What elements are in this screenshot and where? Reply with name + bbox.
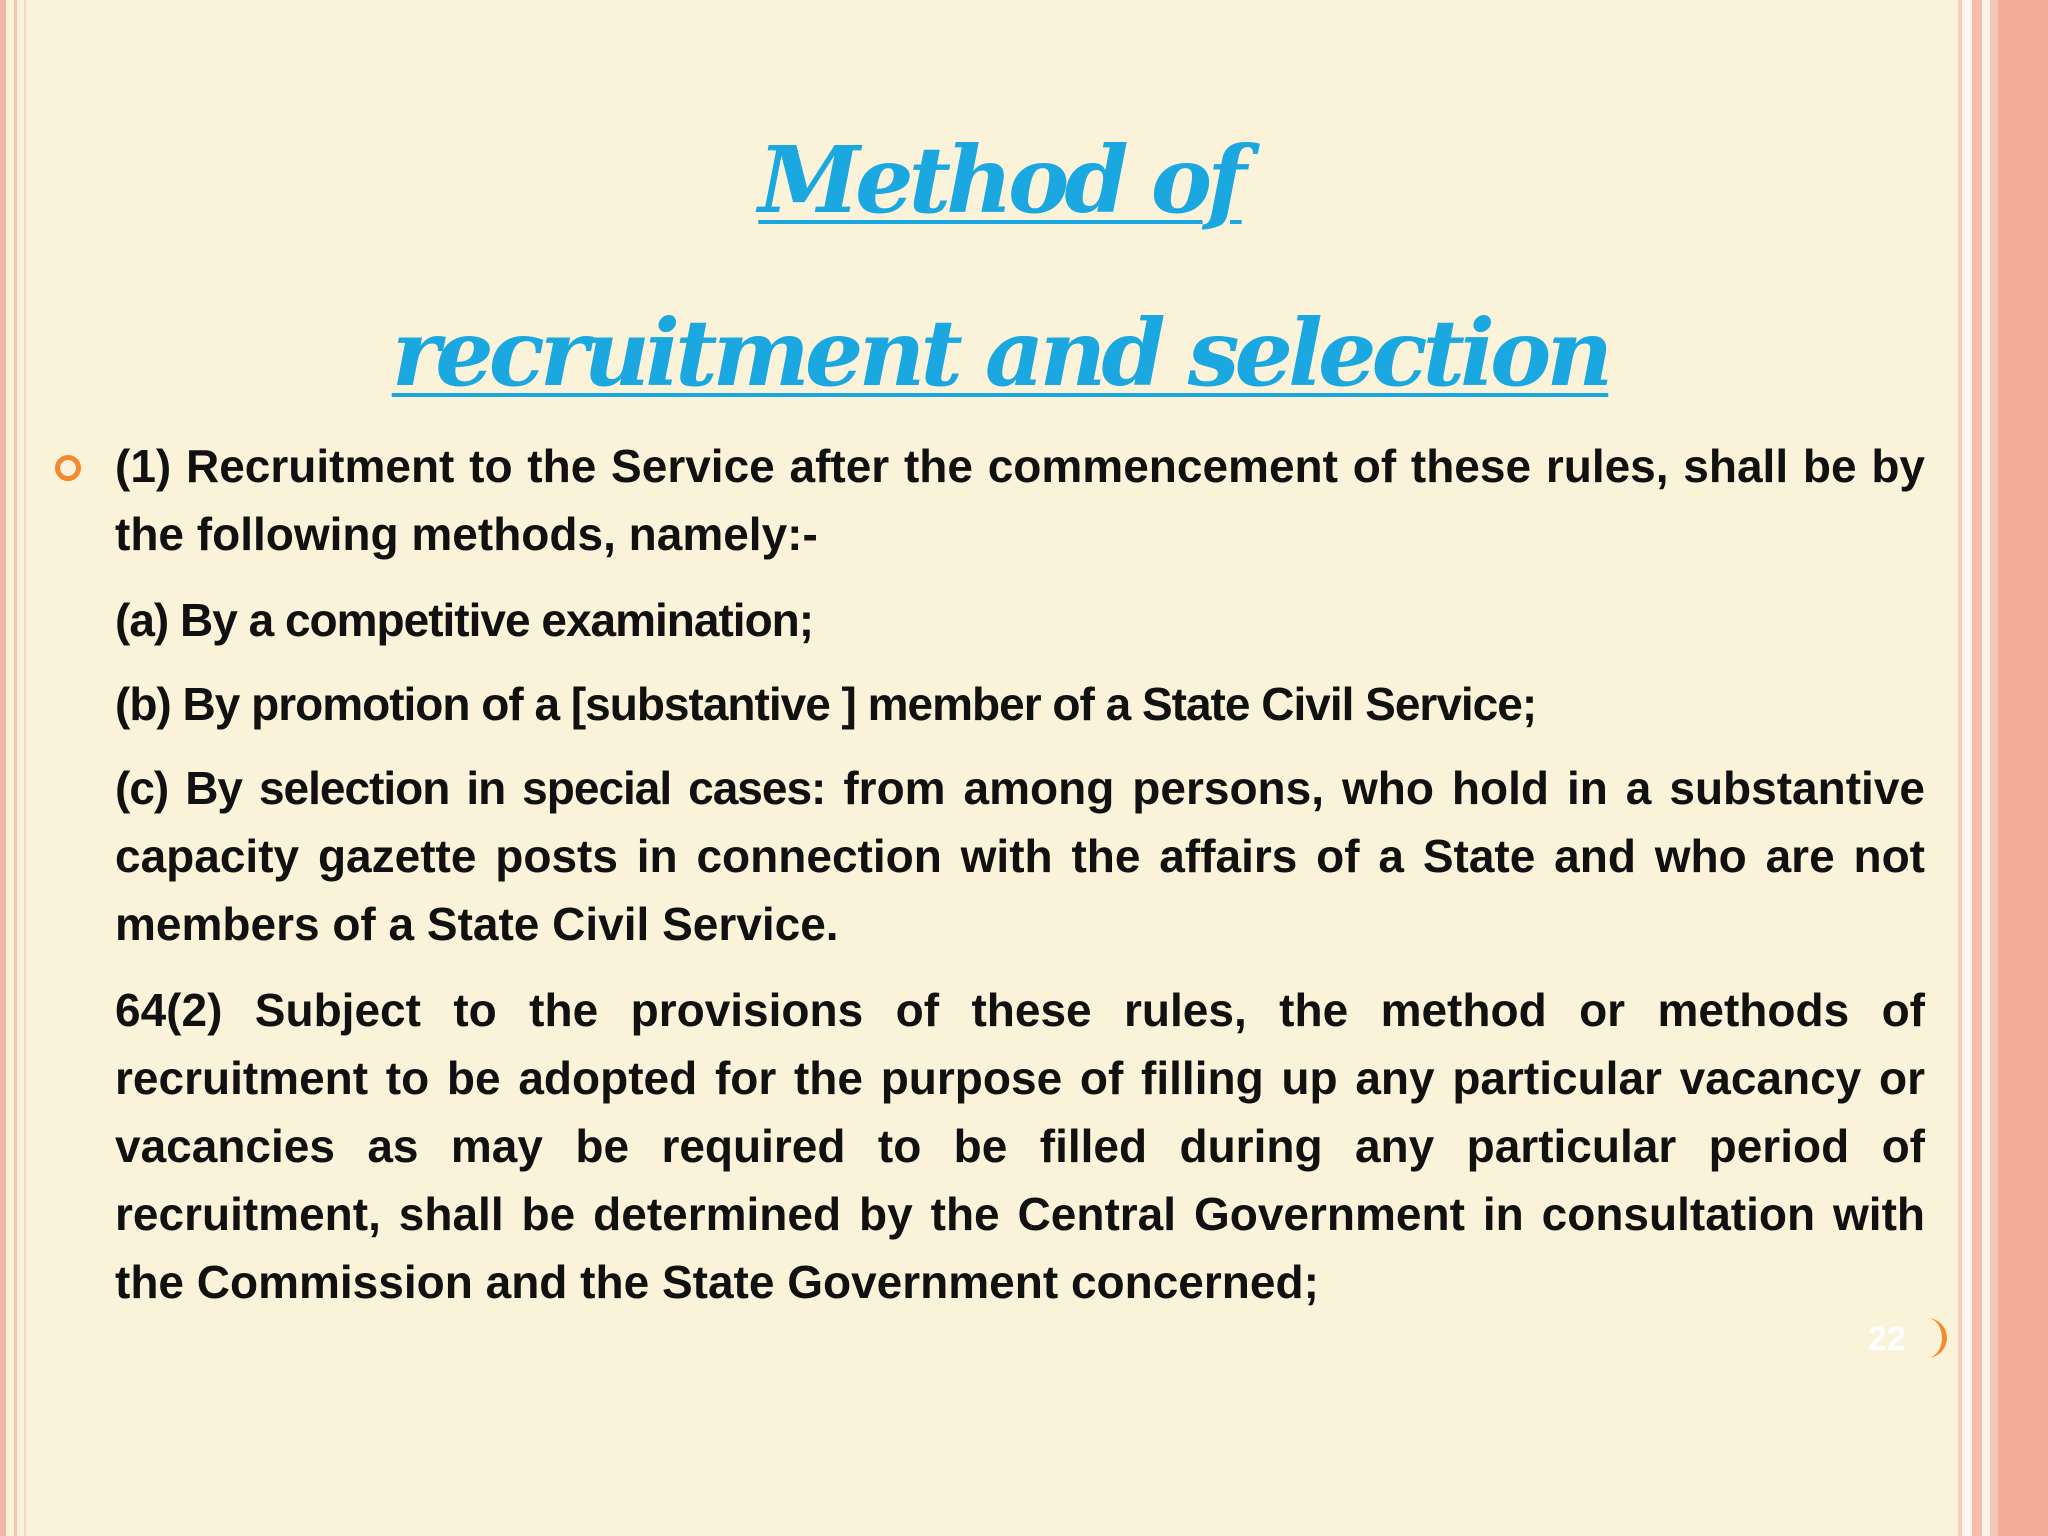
item-c-heading: (c) By selection in special cases:: [115, 762, 826, 814]
slide-title-line-1: Method of: [758, 126, 1242, 234]
paragraph-item-b: (b) By promotion of a [substantive ] member of a State Civil Service;: [115, 678, 1537, 730]
bullet-circle-icon: [55, 455, 81, 481]
page-number: 22: [1868, 1320, 1906, 1358]
paragraph-64-2: 64(2) Subject to the provisions of these rules, the method or methods of recruitment to be adopted for the purpose of filling up any particular vacancy or vacancies as may be required to be filled during any particular period of recruitment, shall be determined by the Central Government in consultation with the Commission and the State Government concerned;: [115, 984, 1925, 1308]
item-c-text: from among persons, who hold in a substantive capacity gazette posts in connection with the affairs of a State and who are not members of a State Civil Service.: [115, 762, 1925, 950]
slide-body: [115, 432, 1925, 1334]
paragraph-recruitment-intro: (1) Recruitment to the Service after the commencement of these rules, shall be by the following methods, namely:-: [115, 440, 1925, 560]
paragraph-item-a: (a) By a competitive examination;: [115, 594, 814, 646]
paragraph-item-c: [115, 754, 1925, 958]
slide-title-line-2: recruitment and selection: [391, 299, 1609, 407]
